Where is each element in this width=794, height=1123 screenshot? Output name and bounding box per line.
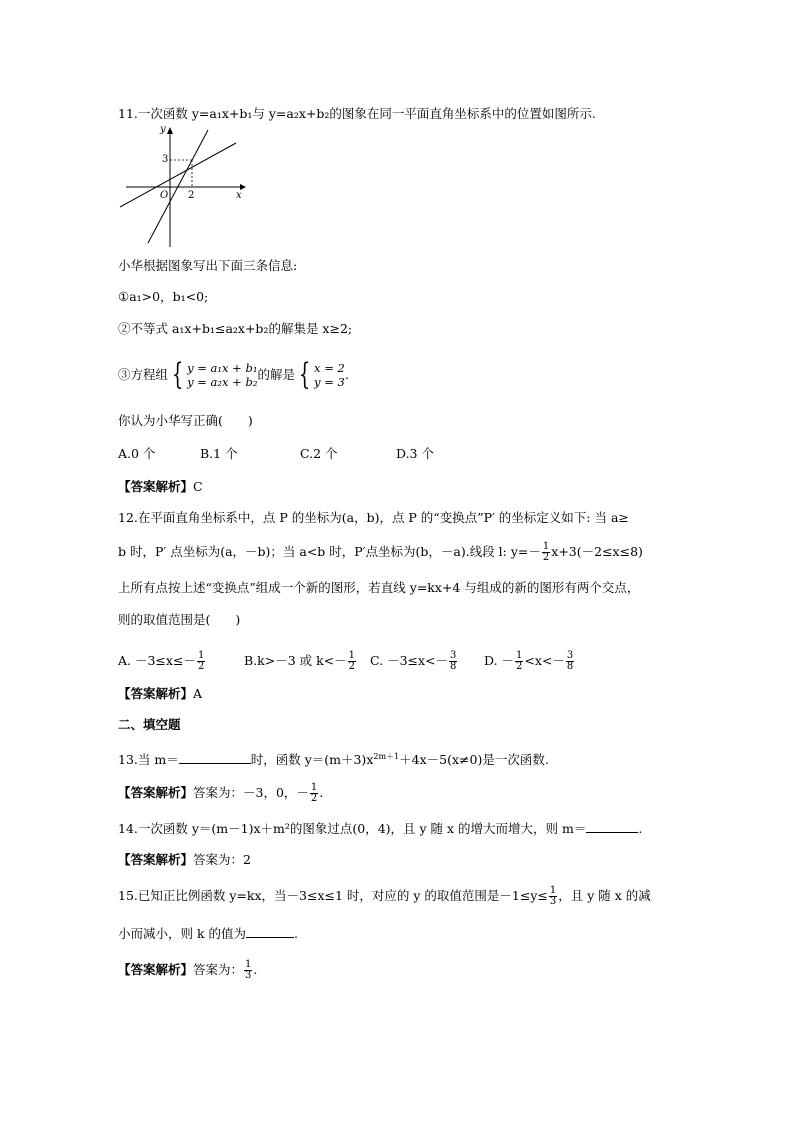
q15-answer: 【答案解析】答案为： $\frac{1}{3}$ . bbox=[118, 959, 258, 981]
q12-option-c: C. －3≤x<－ $\frac{3}{8}$ bbox=[370, 650, 457, 672]
q11-option-c: C.2 个 bbox=[300, 446, 338, 461]
q11-option-b: B.1 个 bbox=[200, 446, 238, 461]
q11-graph-y-label: y bbox=[160, 124, 166, 135]
q11-intro: 小华根据图象写出下面三条信息: bbox=[118, 258, 298, 273]
q11-option-a: A.0 个 bbox=[118, 446, 156, 461]
q14-answer: 【答案解析】答案为：2 bbox=[118, 852, 251, 867]
q12-option-d: D. － $\frac{1}{2}$ <x<－ $\frac{3}{8}$ bbox=[484, 650, 574, 672]
q12-line3: 上所有点按上述“变换点”组成一个新的图形，若直线 y=kx+4 与组成的新的图形有两个交点， bbox=[118, 580, 640, 595]
q11-item3-end: . bbox=[344, 367, 349, 382]
q13-stem: 13.当 m＝ 时，函数 $y=(m+3)x^{2m+1}+4x-5(x\ne 0)$是一次函数. bbox=[118, 752, 549, 767]
q15-line1: 15.已知正比例函数 y=kx，当－3≤x≤1 时，对应的 y 的取值范围是－1≤y≤ $\frac{1}{3}$ ，且 y 随 x 的减 bbox=[118, 885, 651, 907]
q12-option-a: A. －3≤x≤－ $\frac{1}{2}$ bbox=[118, 650, 205, 672]
q11-item3-mid: 的解是 bbox=[257, 367, 295, 382]
q11-item3-pre: ③方程组 bbox=[118, 367, 169, 382]
q11-solution-row2: y = 3 bbox=[314, 375, 345, 389]
q11-graph-tick-x: 2 bbox=[188, 190, 195, 201]
q11-system-row2: y = a₂x + b₂ bbox=[187, 375, 258, 389]
q11-item2: ②不等式 a₁x+b₁≤a₂x+b₂的解集是 x≥2; bbox=[118, 321, 353, 336]
q12-line2: b 时，P′ 点坐标为(a，－b)；当 a<b 时，P′点坐标为(b，－a).线段 l: y=－ $\frac{1}{2}$ x+3(－2≤x≤8) bbox=[118, 541, 643, 563]
q11-stem: 11.一次函数 y=a₁x+b₁与 y=a₂x+b₂的图象在同一平面直角坐标系中的位置如图所示. bbox=[118, 106, 596, 121]
q15-blank[interactable] bbox=[246, 925, 294, 938]
q11-system-row1: y = a₁x + b₁ bbox=[187, 361, 258, 375]
q14-blank[interactable] bbox=[586, 820, 638, 833]
q11-item1: ①a₁>0，b₁<0; bbox=[118, 289, 209, 304]
section-title-fill-blank: 二、填空题 bbox=[118, 717, 181, 732]
q11-solution: { x = 2 y = 3 bbox=[298, 357, 345, 392]
q12-line1: 12.在平面直角坐标系中，点 P 的坐标为(a，b)，点 P 的“变换点”P′ 的坐标定义如下: 当 a≥ bbox=[118, 510, 629, 525]
q11-graph-origin: O bbox=[160, 190, 169, 201]
q13-answer: 【答案解析】答案为：－3，0，－ $\frac{1}{2}$ . bbox=[118, 782, 324, 804]
q11-answer: 【答案解析】C bbox=[118, 479, 203, 494]
q15-line2: 小而减小，则 k 的值为 . bbox=[118, 926, 299, 941]
q11-item3 bbox=[118, 358, 349, 392]
q11-option-d: D.3 个 bbox=[396, 446, 434, 461]
q12-option-b: B.k>－3 或 k<－ $\frac{1}{2}$ bbox=[244, 650, 356, 672]
q11-ask: 你认为小华写正确( ) bbox=[118, 413, 253, 428]
q13-blank[interactable] bbox=[179, 751, 251, 764]
q11-graph-x-label: x bbox=[236, 190, 242, 201]
q11-solution-row1: x = 2 bbox=[314, 361, 345, 375]
q12-line4: 则的取值范围是( ) bbox=[118, 612, 241, 627]
q11-graph bbox=[118, 125, 248, 250]
q14-stem: 14.一次函数 y＝(m－1)x＋m²的图象过点(0，4)，且 y 随 x 的增大而增大，则 m＝ . bbox=[118, 821, 643, 836]
q11-system: { y = a₁x + b₁ y = a₂x + b₂ bbox=[171, 357, 258, 392]
q12-answer: 【答案解析】A bbox=[118, 686, 203, 701]
q11-graph-tick-y: 3 bbox=[162, 154, 169, 165]
